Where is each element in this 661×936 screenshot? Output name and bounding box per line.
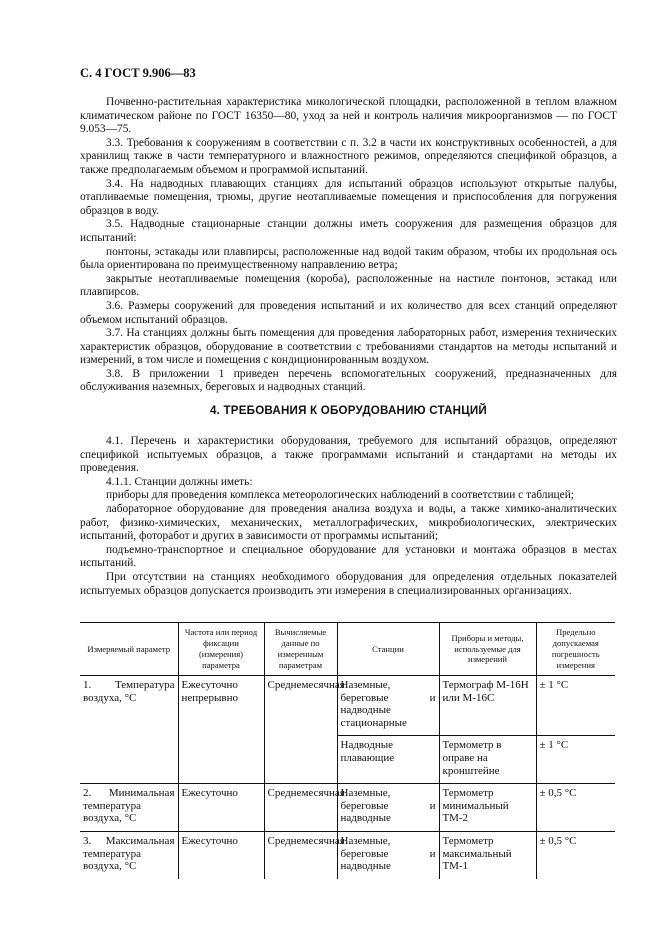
measurement-table bbox=[80, 622, 615, 879]
section-3-text bbox=[80, 96, 617, 395]
table-cell-frequency: Ежесуточно bbox=[178, 831, 264, 878]
table-cell-station: Надводные плавающие bbox=[337, 736, 439, 784]
table-cell-station: Наземные, береговые и надводные bbox=[337, 784, 439, 832]
table-cell-frequency: Ежесуточно непрерывно bbox=[178, 676, 264, 784]
paragraph: приборы для проведения комплекса метеорологических наблюдений в соответствии с таблицей; bbox=[106, 489, 574, 502]
table-cell-calculated: Среднемесячная bbox=[264, 784, 337, 832]
section-4-text bbox=[80, 435, 617, 598]
table-cell-param: 1. Температура воздуха, °С bbox=[80, 676, 178, 784]
table-cell-param: 3. Максимальная температура воздуха, °С bbox=[80, 831, 178, 878]
paragraph: 3.4. На надводных плавающих станциях для испытаний образцов используют открытые палубы, отапливаемые помещения, трюмы, другие неотапливаемые помещения и приспособления для погружения образцов в воду. bbox=[80, 177, 617, 217]
table-cell-device: Термометр минимальный ТМ-2 bbox=[439, 784, 536, 832]
section-title: 4. ТРЕБОВАНИЯ К ОБОРУДОВАНИЮ СТАНЦИЙ bbox=[210, 404, 487, 417]
table-row bbox=[80, 831, 615, 878]
paragraph: При отсутствии на станциях необходимого оборудования для определения отдельных показателей испытуемых образцов допускается производить эти измерения в специализированных организациях. bbox=[80, 570, 617, 597]
page-header: С. 4 ГОСТ 9.906—83 bbox=[80, 66, 196, 80]
table-cell-device: Термометр максимальный ТМ-1 bbox=[439, 831, 536, 878]
table-cell-frequency: Ежесуточно bbox=[178, 784, 264, 832]
paragraph: 3.7. На станциях должны быть помещения для проведения лабораторных работ, измерения технических характеристик образцов, оборудование в соответствии с требованиями стандартов на методы испытаний и измерений, в том числе и помещения с кондиционированным воздухом. bbox=[80, 327, 617, 367]
paragraph: лабораторное оборудование для проведения анализа воздуха и воды, а также химико-аналитических работ, физико-химических, механических, металлографических, микробиологических, электрических испытаний, фоторабот и других в зависимости от программы испытаний; bbox=[80, 502, 617, 543]
table-cell-station: Наземные, береговые и надводные bbox=[337, 831, 439, 878]
table-cell-station: Наземные, береговые и надводные стационарные bbox=[337, 676, 439, 736]
table-cell-error: ± 0,5 °С bbox=[536, 831, 615, 878]
column-header: Частота или период фиксации (измерения) параметра bbox=[178, 623, 264, 676]
column-header: Станции bbox=[337, 623, 439, 676]
column-header: Измеряемый параметр bbox=[80, 623, 178, 676]
table-cell-calculated: Среднемесячная bbox=[264, 831, 337, 878]
paragraph: 4.1.1. Станции должны иметь: bbox=[106, 475, 253, 488]
table-header-row bbox=[80, 623, 615, 676]
paragraph: понтоны, эстакады или плавпирсы, расположенные над водой таким образом, чтобы их продольная ось была ориентирована по преимущественному направлению ветра; bbox=[80, 245, 617, 272]
table-row bbox=[80, 676, 615, 736]
table-row bbox=[80, 784, 615, 832]
paragraph: 3.5. Надводные стационарные станции должны иметь сооружения для размещения образцов для испытаний: bbox=[80, 218, 617, 244]
table-cell-error: ± 0,5 °С bbox=[536, 784, 615, 832]
table-cell-error: ± 1 °С bbox=[536, 676, 615, 736]
paragraph: Почвенно-растительная характеристика микологической площадки, расположенной в теплом влажном климатическом районе по ГОСТ 16350—80, уход за ней и контроль наличия микроорганизмов — по ГОСТ 9.053—75. bbox=[80, 96, 617, 136]
table-cell-param: 2. Минимальная температура воздуха, °С bbox=[80, 784, 178, 832]
paragraph: 3.3. Требования к сооружениям в соответствии с п. 3.2 в части их конструктивных особенностей, а для хранилищ также в части температурного и влажностного режимов, определяются спецификой образцов, а также предполагаемым объемом и программой испытаний. bbox=[80, 136, 617, 176]
paragraph: 4.1. Перечень и характеристики оборудования, требуемого для испытаний образцов, определяют спецификой испытуемых образцов, а также программами испытаний и стандартами на методы их проведения. bbox=[80, 435, 617, 475]
paragraph: 3.8. В приложении 1 приведен перечень вспомогательных сооружений, предназначенных для обслуживания наземных, береговых и надводных станций. bbox=[80, 367, 617, 394]
column-header: Приборы и методы, используемые для измерений bbox=[439, 623, 536, 676]
paragraph: 3.6. Размеры сооружений для проведения испытаний и их количество для всех станций определяют объемом испытаний образцов. bbox=[80, 299, 617, 326]
table-cell-error: ± 1 °С bbox=[536, 736, 615, 784]
column-header: Предельно допускаемая погрешность измерения bbox=[536, 623, 615, 676]
table-cell-device: Термометр в оправе на кронштейне bbox=[439, 736, 536, 784]
table-cell-device: Термограф М-16Н или М-16С bbox=[439, 676, 536, 736]
paragraph: подъемно-транспортное и специальное оборудование для установки и монтажа образцов в местах испытаний. bbox=[80, 543, 617, 570]
column-header: Вычисляемые данные по измеренным параметрам bbox=[264, 623, 337, 676]
table-cell-calculated: Среднемесячная bbox=[264, 676, 337, 784]
paragraph: закрытые неотапливаемые помещения (короба), расположенные на настиле понтонов, эстакад или плавпирсов. bbox=[80, 272, 617, 299]
